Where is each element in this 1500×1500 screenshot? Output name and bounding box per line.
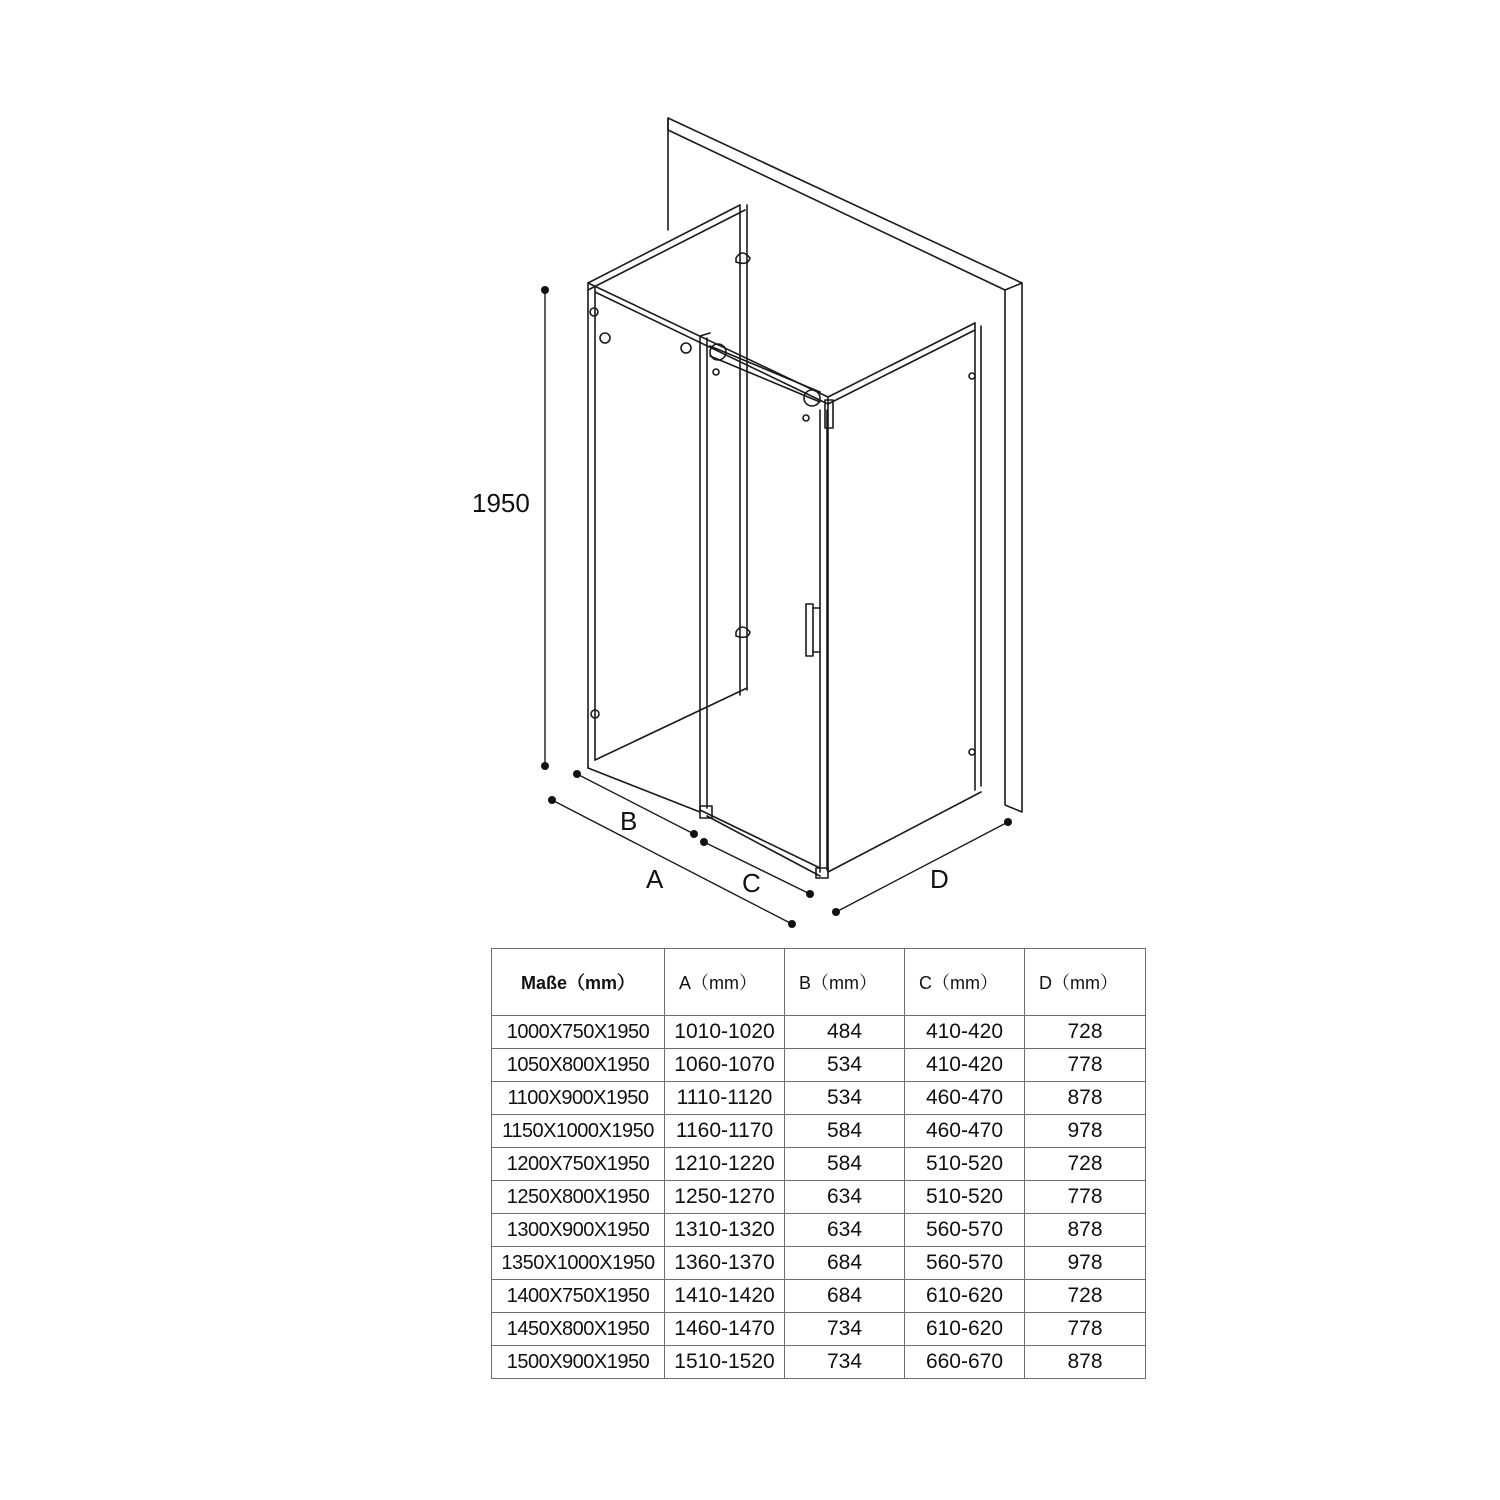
table-cell: 610-620 xyxy=(905,1280,1025,1313)
table-cell: 1300X900X1950 xyxy=(492,1214,665,1247)
table-cell: 1250X800X1950 xyxy=(492,1181,665,1214)
table-row xyxy=(492,1313,1146,1346)
table-cell: 684 xyxy=(785,1247,905,1280)
table-cell: 1310-1320 xyxy=(665,1214,785,1247)
table-body xyxy=(492,1016,1146,1379)
table-cell: 728 xyxy=(1025,1016,1146,1049)
table-cell: 778 xyxy=(1025,1181,1146,1214)
table-cell: 1160-1170 xyxy=(665,1115,785,1148)
label-b: B xyxy=(620,806,638,836)
dimension-dots xyxy=(541,286,1012,928)
table-cell: 560-570 xyxy=(905,1247,1025,1280)
table-cell: 560-570 xyxy=(905,1214,1025,1247)
table-cell: 1400X750X1950 xyxy=(492,1280,665,1313)
label-c: C xyxy=(742,868,761,898)
header-c: C（mm） xyxy=(905,949,1025,1016)
table-row xyxy=(492,1016,1146,1049)
header-a: A（mm） xyxy=(665,949,785,1016)
dimension-table xyxy=(491,948,1146,1379)
table-row xyxy=(492,1214,1146,1247)
table-cell: 1460-1470 xyxy=(665,1313,785,1346)
table-cell: 878 xyxy=(1025,1214,1146,1247)
table-cell: 734 xyxy=(785,1313,905,1346)
table-cell: 878 xyxy=(1025,1082,1146,1115)
table-cell: 510-520 xyxy=(905,1148,1025,1181)
sliding-door xyxy=(700,333,833,878)
table-cell: 1200X750X1950 xyxy=(492,1148,665,1181)
table-cell: 734 xyxy=(785,1346,905,1379)
table-cell: 460-470 xyxy=(905,1082,1025,1115)
table-cell: 978 xyxy=(1025,1115,1146,1148)
table-row xyxy=(492,1280,1146,1313)
table-row xyxy=(492,1346,1146,1379)
table-cell: 634 xyxy=(785,1181,905,1214)
table-cell: 878 xyxy=(1025,1346,1146,1379)
table-cell: 1110-1120 xyxy=(665,1082,785,1115)
dimension-d xyxy=(836,822,1008,912)
table-row xyxy=(492,1115,1146,1148)
label-d: D xyxy=(930,864,949,894)
table-cell: 1350X1000X1950 xyxy=(492,1247,665,1280)
table-row xyxy=(492,1148,1146,1181)
table-cell: 1210-1220 xyxy=(665,1148,785,1181)
table-cell: 978 xyxy=(1025,1247,1146,1280)
table-row xyxy=(492,1049,1146,1082)
table-cell: 684 xyxy=(785,1280,905,1313)
header-d: D（mm） xyxy=(1025,949,1146,1016)
header-masse: Maße（mm） xyxy=(492,949,665,1016)
table-row xyxy=(492,1181,1146,1214)
dimension-a xyxy=(552,800,792,924)
table-cell: 1250-1270 xyxy=(665,1181,785,1214)
left-side-panel xyxy=(588,205,750,812)
right-side-panel xyxy=(828,323,981,872)
table-cell: 1360-1370 xyxy=(665,1247,785,1280)
table-cell: 1000X750X1950 xyxy=(492,1016,665,1049)
table-cell: 1060-1070 xyxy=(665,1049,785,1082)
table-cell: 778 xyxy=(1025,1313,1146,1346)
table-cell: 1510-1520 xyxy=(665,1346,785,1379)
table-cell: 584 xyxy=(785,1148,905,1181)
table-cell: 634 xyxy=(785,1214,905,1247)
table-cell: 484 xyxy=(785,1016,905,1049)
table-cell: 1050X800X1950 xyxy=(492,1049,665,1082)
table-cell: 1150X1000X1950 xyxy=(492,1115,665,1148)
table-cell: 660-670 xyxy=(905,1346,1025,1379)
table-cell: 534 xyxy=(785,1082,905,1115)
table-cell: 1450X800X1950 xyxy=(492,1313,665,1346)
header-b: B（mm） xyxy=(785,949,905,1016)
table-cell: 1100X900X1950 xyxy=(492,1082,665,1115)
table-cell: 534 xyxy=(785,1049,905,1082)
table-cell: 728 xyxy=(1025,1148,1146,1181)
table-cell: 610-620 xyxy=(905,1313,1025,1346)
table-cell: 410-420 xyxy=(905,1016,1025,1049)
table-row xyxy=(492,1082,1146,1115)
table-header-row xyxy=(492,949,1146,1016)
table-cell: 778 xyxy=(1025,1049,1146,1082)
table-row xyxy=(492,1247,1146,1280)
table-cell: 1410-1420 xyxy=(665,1280,785,1313)
table-cell: 410-420 xyxy=(905,1049,1025,1082)
label-a: A xyxy=(646,864,664,894)
table-cell: 584 xyxy=(785,1115,905,1148)
table-cell: 460-470 xyxy=(905,1115,1025,1148)
table-cell: 1500X900X1950 xyxy=(492,1346,665,1379)
table-cell: 1010-1020 xyxy=(665,1016,785,1049)
height-label: 1950 xyxy=(472,488,530,518)
table-cell: 510-520 xyxy=(905,1181,1025,1214)
table-cell: 728 xyxy=(1025,1280,1146,1313)
